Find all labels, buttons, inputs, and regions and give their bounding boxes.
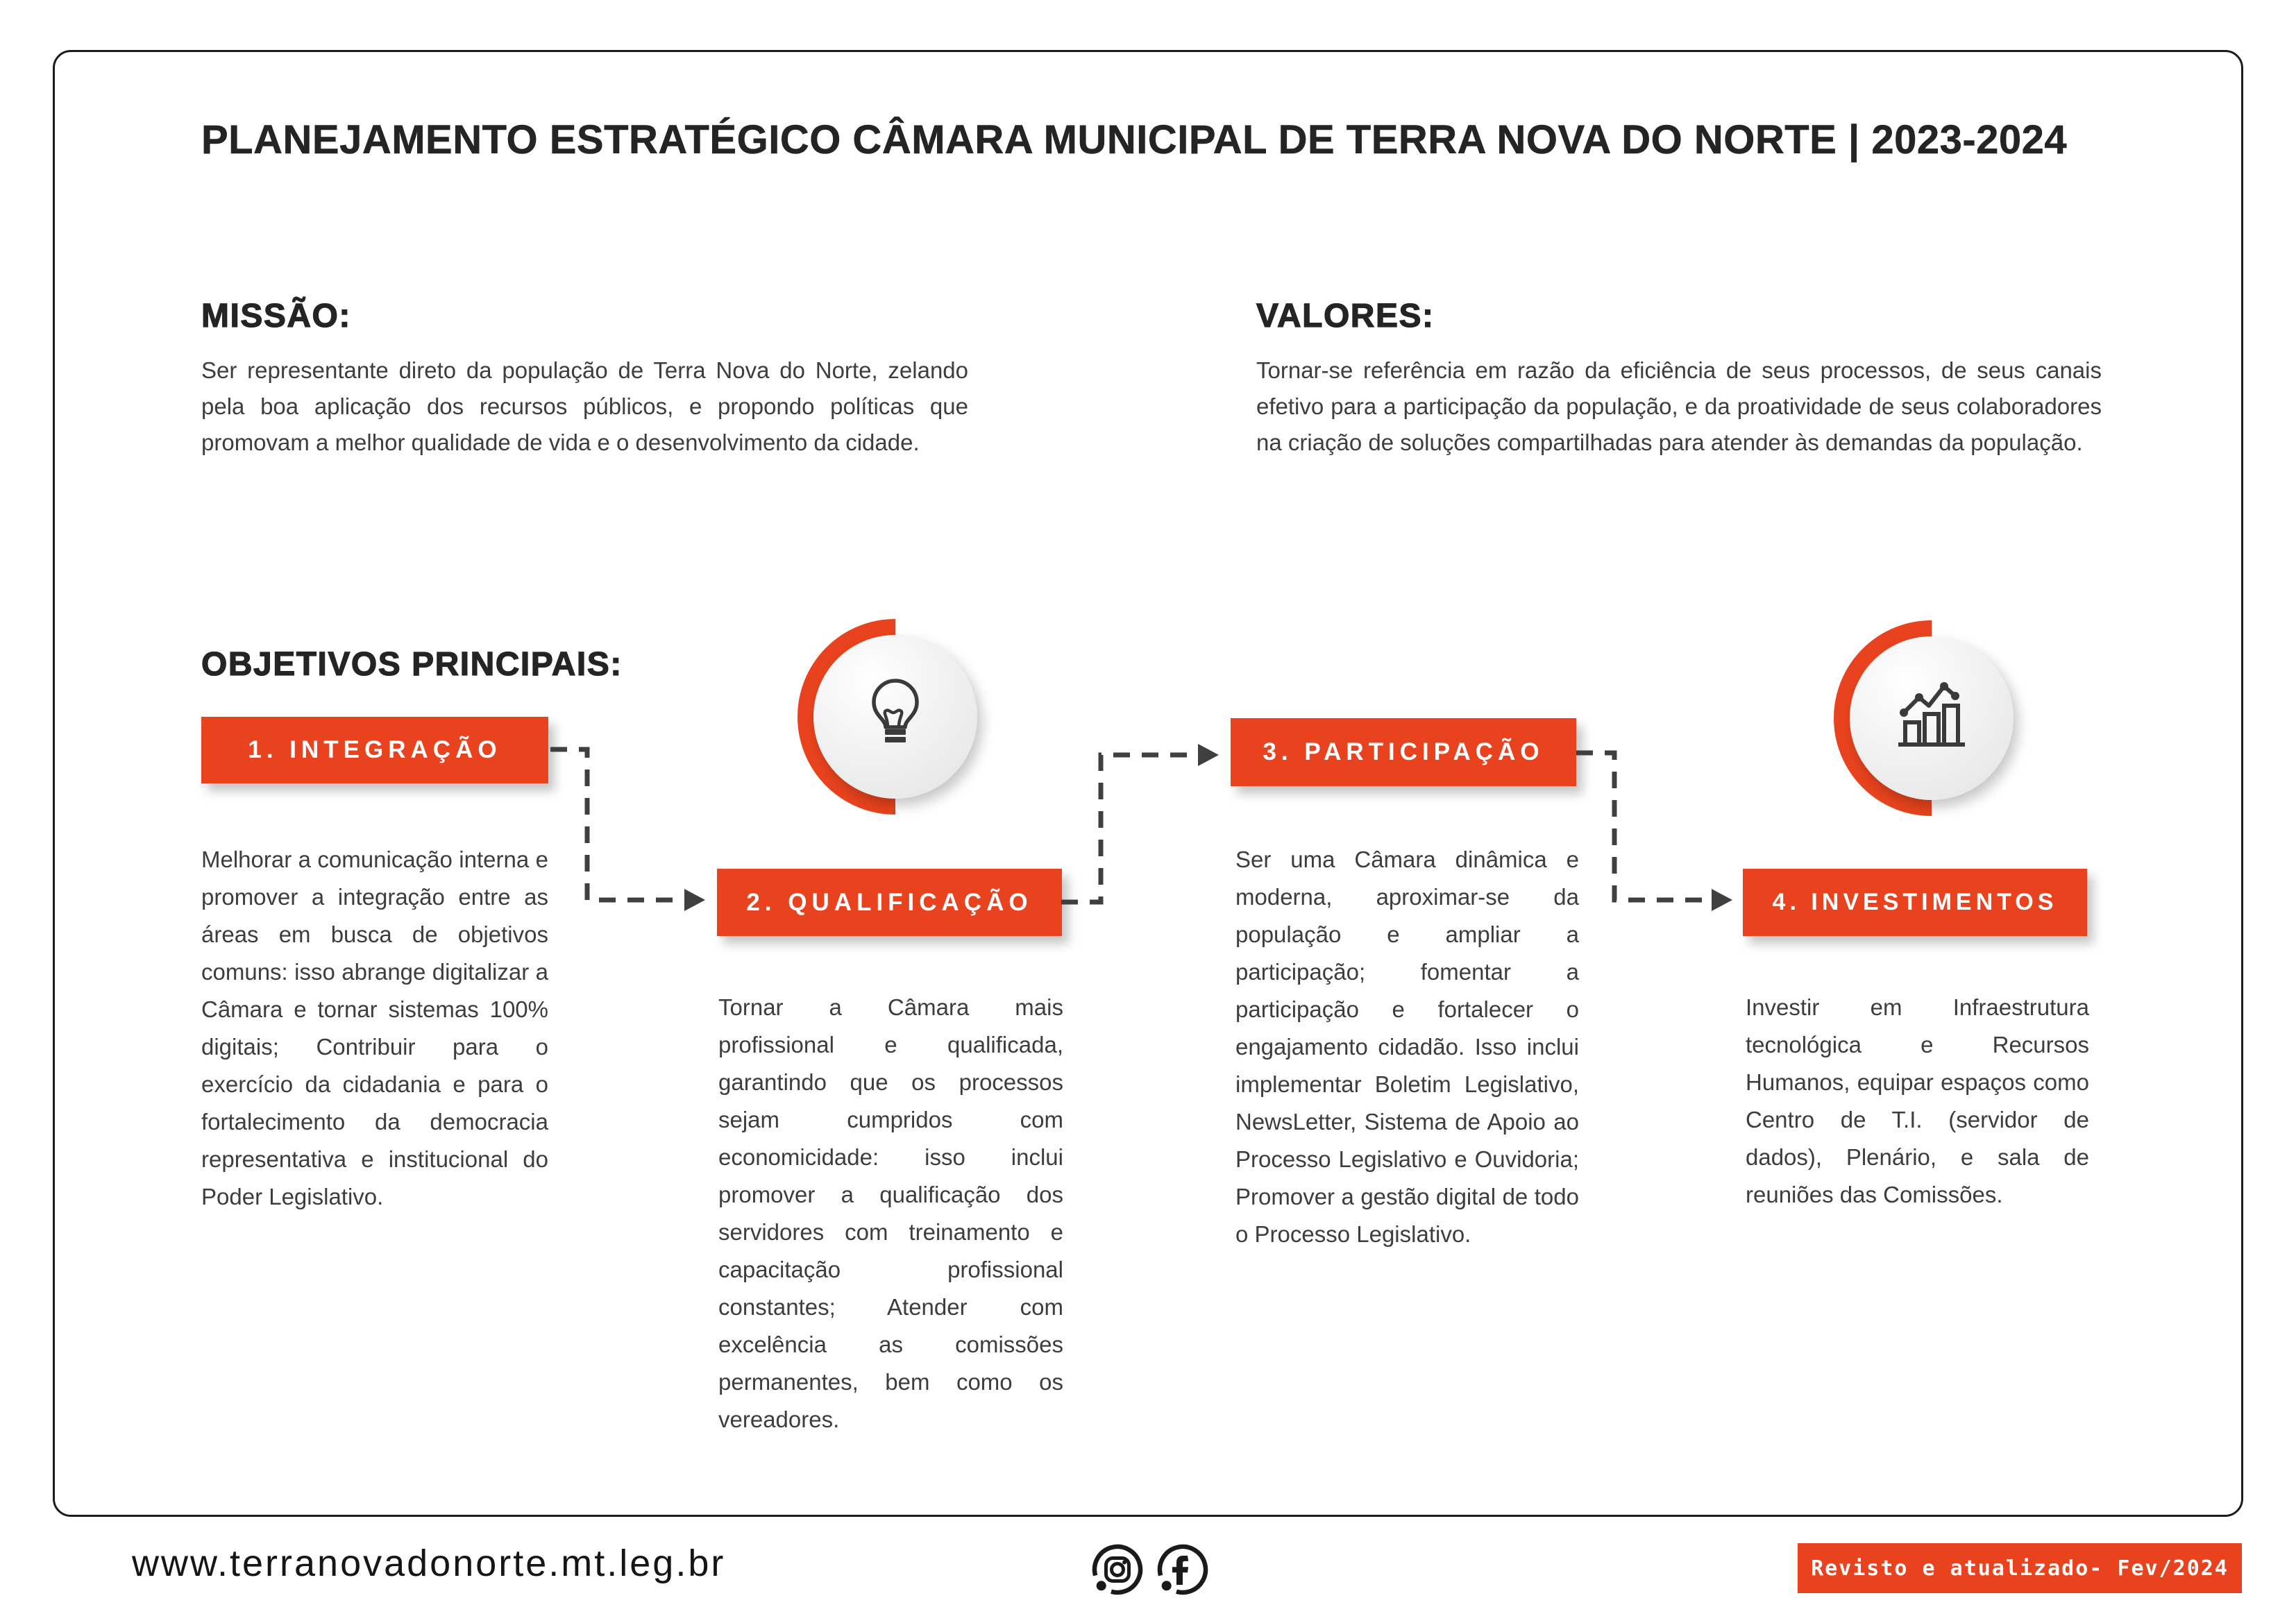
revision-badge: Revisto e atualizado- Fev/2024 <box>1798 1543 2242 1593</box>
facebook-icon[interactable] <box>1155 1542 1210 1597</box>
objetivos-heading: OBJETIVOS PRINCIPAIS: <box>201 646 623 683</box>
objective-box-participacao: 3. PARTICIPAÇÃO <box>1231 718 1576 786</box>
objective-box-investimentos: 4. INVESTIMENTOS <box>1743 869 2087 936</box>
valores-heading: VALORES: <box>1256 298 1435 334</box>
objective-text-investimentos: Investir em Infraestrutura tecnológica e Recursos Humanos, equipar espaços como Centro de T.I. (servidor de dados), Plenário, e sala de reuniões das Comissões. <box>1746 994 2089 1207</box>
missao-text: Ser representante direto da população de Terra Nova do Norte, zelando pela boa aplicação dos recursos públicos, e propondo políticas que promovam a melhor qualidade de vida e o desenvolvimento da cidade. <box>201 357 968 455</box>
website-link[interactable]: www.terranovadonorte.mt.leg.br <box>132 1543 726 1584</box>
idea-circle-badge <box>784 606 1006 828</box>
growth-circle-badge <box>1821 607 2043 829</box>
objective-text-integracao: Melhorar a comunicação interna e promover a integração entre as áreas em busca de objetivos comuns: isso abrange digitalizar a Câmara e tornar sistemas 100% digitais; Contribuir para o exercício da cidadania e para o fortalecimento da democracia representativa e institucional do Poder Legislativo. <box>201 847 548 1209</box>
objective-box-integracao: 1. INTEGRAÇÃO <box>201 717 548 783</box>
page-title: PLANEJAMENTO ESTRATÉGICO CÂMARA MUNICIPAL DE TERRA NOVA DO NORTE | 2023-2024 <box>201 117 2068 162</box>
objective-box-qualificacao: 2. QUALIFICAÇÃO <box>717 869 1062 936</box>
objective-text-qualificacao: Tornar a Câmara mais profissional e qualificada, garantindo que os processos sejam cumpridos com economicidade: isso inclui promover a qualificação dos servidores com treinamento e capacitação profissional constantes; Atender com excelência as comissões permanentes, bem como os vereadores. <box>718 994 1063 1432</box>
objective-text-participacao: Ser uma Câmara dinâmica e moderna, aproximar-se da população e ampliar a participação; fomentar a participação e fortalecer o engajamento cidadão. Isso inclui implementar Boletim Legislativo, NewsLetter, Sistema de Apoio ao Processo Legislativo e Ouvidoria; Promover a gestão digital de todo o Processo Legislativo. <box>1235 847 1579 1247</box>
missao-heading: MISSÃO: <box>201 298 351 334</box>
instagram-icon[interactable] <box>1090 1542 1145 1597</box>
valores-text: Tornar-se referência em razão da eficiência de seus processos, de seus canais efetivo para a participação da população, e da proatividade de seus colaboradores na criação de soluções compartilhadas para atender às demandas da população. <box>1256 357 2102 455</box>
